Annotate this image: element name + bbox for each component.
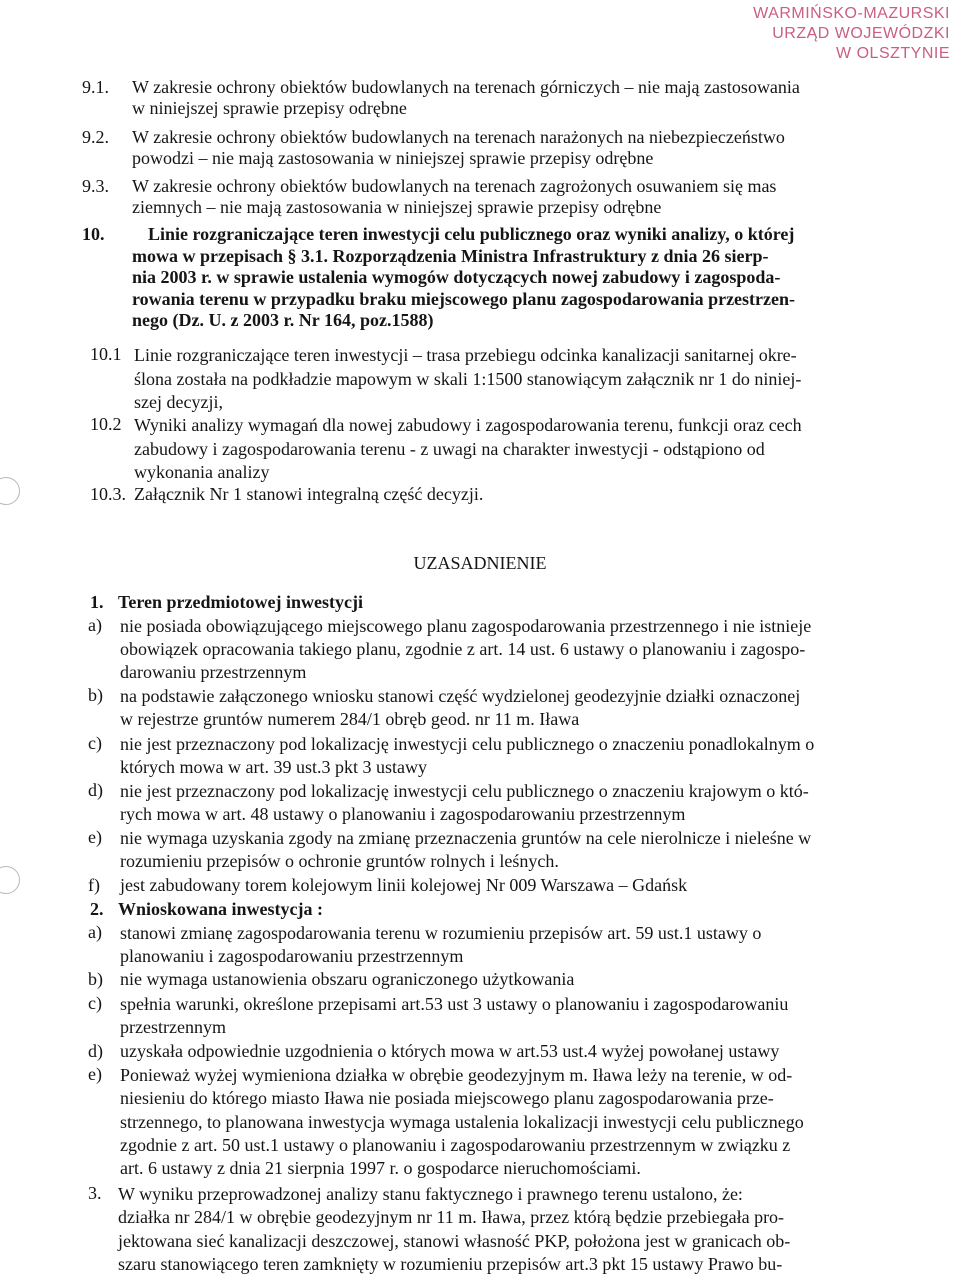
item-text xyxy=(118,1183,790,1276)
item-letter: d) xyxy=(88,1041,103,1061)
item-text xyxy=(134,414,802,485)
item-text xyxy=(132,176,776,218)
text-line: powodzi – nie mają zastosowania w niniejszej sprawie przepisy odrębne xyxy=(132,148,654,168)
text-line: rozumieniu przepisów o ochronie gruntów rolnych i leśnych. xyxy=(120,851,559,871)
text-line: zabudowy i zagospodarowania terenu - z uwagi na charakter inwestycji - odstąpiono od xyxy=(134,438,765,459)
item-number: 10.3. xyxy=(90,484,126,504)
text-line: nia 2003 r. w sprawie ustalenia wymogów dotyczących nowej zabudowy i zagospoda- xyxy=(132,267,781,288)
punch-hole xyxy=(0,866,20,894)
section-heading: UZASADNIENIE xyxy=(413,553,547,573)
text-line: W wyniku przeprowadzonej analizy stanu faktycznego i prawnego terenu ustalono, że: xyxy=(118,1184,743,1204)
text-line: planowaniu i zagospodarowaniu przestrzennym xyxy=(120,946,464,966)
item-text xyxy=(120,969,574,990)
text-line: działka nr 284/1 w obrębie geodezyjnym nr 11 m. Iława, przez którą będzie przebiegała pro- xyxy=(118,1207,785,1228)
text-line: Linie rozgraniczające teren inwestycji celu publicznego oraz wyniki analizy, o której xyxy=(148,224,795,244)
text-line: szej decyzji, xyxy=(134,392,223,412)
text-line: ziemnych – nie mają zastosowania w niniejszej sprawie przepisy odrębne xyxy=(132,197,662,217)
text-line: w niniejszej sprawie przepisy odrębne xyxy=(132,98,407,118)
item-text xyxy=(120,1064,804,1180)
item-letter: d) xyxy=(88,780,103,800)
stamp-line: W OLSZTYNIE xyxy=(836,45,950,62)
text-line: zgodnie z art. 50 ust.1 ustawy o planowaniu i zagospodarowaniu przestrzennym w związku z xyxy=(120,1134,791,1155)
item-letter: f) xyxy=(88,875,100,895)
text-line: art. 6 ustawy z dnia 21 sierpnia 1997 r. o gospodarce nieruchomościami. xyxy=(120,1158,641,1179)
item-text xyxy=(120,685,800,731)
text-line: jektowana sieć kanalizacji deszczowej, stanowi własność PKP, położona jest w granicach ob- xyxy=(118,1230,791,1251)
text-line: przestrzennym xyxy=(120,1017,226,1037)
section-number: 3. xyxy=(88,1183,102,1203)
text-line: ślona została na podkładzie mapowym w skali 1:1500 stanowiącym załącznik nr 1 do niniej- xyxy=(134,368,802,389)
item-number: 9.3. xyxy=(82,176,109,196)
text-line: na podstawie załączonego wniosku stanowi część wydzielonej geodezyjnie działki oznaczonej xyxy=(120,686,801,706)
text-line: Linie rozgraniczające teren inwestycji – trasa przebiegu odcinka kanalizacji sanitarnej okre- xyxy=(134,345,797,365)
item-text xyxy=(120,993,788,1039)
text-line: strzennego, to planowana inwestycja wymaga ustalenia lokalizacji inwestycji celu publicznego xyxy=(120,1111,804,1132)
text-line: uzyskała odpowiednie uzgodnienia o których mowa w art.53 ust.4 wyżej powołanej ustawy xyxy=(120,1041,780,1061)
text-line: stanowi zmianę zagospodarowania terenu w rozumieniu przepisów art. 59 ust.1 ustawy o xyxy=(120,923,762,943)
text-line: nie jest przeznaczony pod lokalizację inwestycji celu publicznego o znaczeniu ponadlokalnym o xyxy=(120,734,815,754)
text-line: W zakresie ochrony obiektów budowlanych na terenach zagrożonych osuwaniem się mas xyxy=(132,176,777,196)
item-letter: c) xyxy=(88,993,102,1013)
text-line: których mowa w art. 39 ust.3 pkt 3 ustawy xyxy=(120,757,427,777)
text-line: niesieniu do którego miasto Iława nie posiada miejscowego planu zagospodarowania prze- xyxy=(120,1088,774,1109)
item-text xyxy=(120,733,814,779)
item-text xyxy=(134,344,801,415)
item-letter: e) xyxy=(88,1064,102,1084)
office-stamp xyxy=(710,4,950,64)
item-letter: e) xyxy=(88,827,102,847)
text-line: mowa w przepisach § 3.1. Rozporządzenia Ministra Infrastruktury z dnia 26 sierp- xyxy=(132,245,769,266)
text-line: nie wymaga uzyskania zgody na zmianę przeznaczenia gruntów na cele nierolnicze i nieleśne w xyxy=(120,828,812,848)
text-line: jest zabudowany torem kolejowym linii kolejowej Nr 009 Warszawa – Gdańsk xyxy=(120,875,688,895)
item-letter: a) xyxy=(88,615,102,635)
item-letter: a) xyxy=(88,922,102,942)
text-line: nie jest przeznaczony pod lokalizację inwestycji celu publicznego o znaczeniu krajowym o któ- xyxy=(120,781,809,801)
item-text xyxy=(120,1041,779,1062)
item-text xyxy=(132,77,800,119)
text-line: w rejestrze gruntów numerem 284/1 obręb geod. nr 11 m. Iława xyxy=(120,709,580,729)
item-number: 10.1 xyxy=(90,344,122,364)
text-line: nego (Dz. U. z 2003 r. Nr 164, poz.1588) xyxy=(132,310,434,331)
item-letter: c) xyxy=(88,733,102,753)
item-number: 10. xyxy=(82,224,105,244)
item-letter: b) xyxy=(88,685,103,705)
item-text xyxy=(120,922,761,968)
section-number: 2. xyxy=(90,899,104,919)
item-text xyxy=(120,780,809,826)
text-line: obowiązek opracowania takiego planu, zgodnie z art. 14 ust. 6 ustawy o planowaniu i zagospo- xyxy=(120,639,806,659)
section-title-text: Teren przedmiotowej inwestycji xyxy=(118,592,363,612)
section-title-text: Wnioskowana inwestycja : xyxy=(118,899,324,919)
item-number: 10.2 xyxy=(90,414,122,434)
text-line: darowaniu przestrzennym xyxy=(120,662,307,682)
item-text xyxy=(134,484,483,505)
text-line: Wyniki analizy wymagań dla nowej zabudowy i zagospodarowania terenu, funkcji oraz cech xyxy=(134,415,802,435)
section-number: 1. xyxy=(90,592,104,612)
text-line: Ponieważ wyżej wymieniona działka w obrębie geodezyjnym m. Iława leży na terenie, w od- xyxy=(120,1065,793,1085)
text-line: nie wymaga ustanowienia obszaru ograniczonego użytkowania xyxy=(120,969,575,989)
text-line: W zakresie ochrony obiektów budowlanych na terenach górniczych – nie mają zastosowania xyxy=(132,77,800,97)
text-line: spełnia warunki, określone przepisami art.53 ust 3 ustawy o planowaniu i zagospodarowaniu xyxy=(120,994,789,1014)
item-letter: b) xyxy=(88,969,103,989)
stamp-line: URZĄD WOJEWÓDZKI xyxy=(772,25,950,42)
item-text xyxy=(120,827,811,873)
text-line: nie posiada obowiązującego miejscowego planu zagospodarowania przestrzennego i nie istnieje xyxy=(120,616,812,636)
punch-hole xyxy=(0,477,20,505)
item-number: 9.1. xyxy=(82,77,109,97)
text-line: Załącznik Nr 1 stanowi integralną część decyzji. xyxy=(134,484,484,504)
item-text xyxy=(132,127,785,169)
item-number: 9.2. xyxy=(82,127,109,147)
text-line: rych mowa w art. 48 ustawy o planowaniu i zagospodarowaniu przestrzennym xyxy=(120,804,686,824)
text-line: rowania terenu w przypadku braku miejscowego planu zagospodarowania przestrzen- xyxy=(132,288,796,309)
text-line: szaru stanowiącego teren zamknięty w rozumieniu przepisów art.3 pkt 15 ustawy Prawo bu- xyxy=(118,1253,783,1274)
text-line: W zakresie ochrony obiektów budowlanych na terenach narażonych na niebezpieczeństwo xyxy=(132,127,785,147)
item-text xyxy=(120,615,811,684)
item-text xyxy=(120,875,687,896)
text-line: wykonania analizy xyxy=(134,462,270,482)
stamp-line: WARMIŃSKO-MAZURSKI xyxy=(753,5,950,22)
item-text xyxy=(132,224,795,332)
